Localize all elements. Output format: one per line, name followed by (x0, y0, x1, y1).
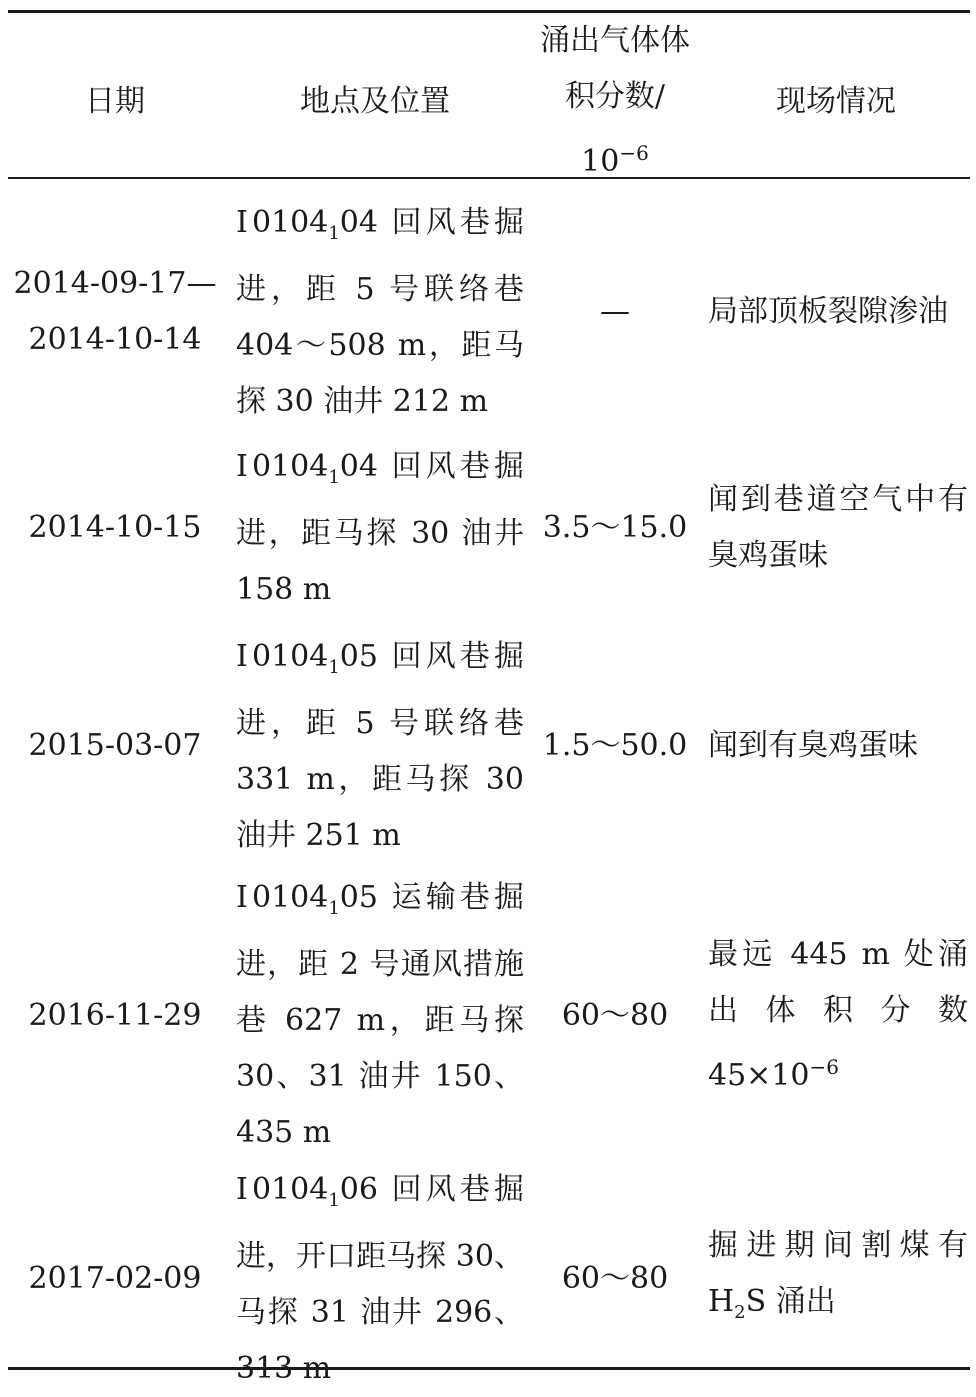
cell-date: 2014-10-15 (28, 510, 202, 545)
location-subscript: 1 (328, 1189, 340, 1211)
cell-volume: 60～80 (561, 997, 669, 1033)
header-date: 日期 (85, 83, 145, 119)
cell-location (222, 622, 528, 870)
date-line: 2014-10-14 (28, 322, 202, 357)
table-row (8, 434, 970, 622)
situation-exponent: −6 (809, 1055, 839, 1079)
header-location: 地点及位置 (300, 83, 450, 119)
situation-tail: S 涌出 (745, 1283, 836, 1319)
cell-location (222, 190, 528, 434)
cell-date: 2015-03-07 (28, 728, 202, 763)
cell-date: 2016-11-29 (28, 997, 202, 1033)
header-row (8, 13, 970, 190)
cell-location (222, 434, 528, 622)
location-text: 04 回风巷掘进，距 5 号联络巷 404～508 m，距马探 30 油井 212 m (236, 204, 524, 419)
data-table (8, 13, 970, 1397)
cell-volume: 1.5～50.0 (542, 728, 688, 763)
situation-text: 最远 445 m 处涌出体积分数 (708, 937, 968, 1028)
header-volume-unit (528, 125, 702, 190)
cell-situation: 闻到有臭鸡蛋味 (708, 728, 918, 763)
location-subscript: 1 (328, 656, 340, 678)
unit-exponent: −6 (619, 141, 649, 165)
location-text: 04 回风巷掘进，距马探 30 油井 158 m (236, 448, 524, 607)
cell-situation (702, 870, 970, 1161)
location-text: 06 回风巷掘进，开口距马探 30、马探 31 油井 296、313 m (236, 1171, 524, 1386)
unit-base: 10 (581, 144, 620, 179)
cell-situation: 局部顶板裂隙渗油 (708, 294, 948, 329)
location-prefix: Ⅰ0104 (236, 638, 329, 674)
situation-formula: H (708, 1283, 735, 1319)
situation-subscript: 2 (734, 1301, 746, 1323)
location-subscript: 1 (328, 222, 340, 244)
date-line: 2014-09-17— (13, 266, 217, 301)
location-prefix: Ⅰ0104 (236, 880, 329, 915)
location-prefix: Ⅰ0104 (236, 204, 329, 240)
cell-location (222, 1161, 528, 1397)
header-volume-line1: 涌出气体体 (540, 23, 690, 58)
location-prefix: Ⅰ0104 (236, 1171, 329, 1207)
cell-date (8, 190, 222, 434)
header-volume-line2: 积分数/ (564, 79, 666, 114)
cell-date: 2017-02-09 (28, 1261, 202, 1296)
table-row (8, 622, 970, 870)
cell-situation: 闻到巷道空气中有臭鸡蛋味 (708, 482, 968, 573)
cell-volume: 60～80 (561, 1261, 669, 1296)
header-volume (528, 13, 702, 190)
header-situation: 现场情况 (776, 83, 896, 119)
table-row (8, 190, 970, 434)
cell-volume: 3.5～15.0 (542, 510, 688, 545)
location-text: 05 运输巷掘进，距 2 号通风措施巷 627 m，距马探 30、31 油井 150、435 m (236, 880, 524, 1150)
location-text: 05 回风巷掘进，距 5 号联络巷 331 m，距马探 30 油井 251 m (236, 638, 524, 853)
location-subscript: 1 (328, 466, 340, 488)
location-prefix: Ⅰ0104 (236, 448, 329, 484)
situation-text: 掘进期间割煤有 (708, 1227, 968, 1263)
table-row (8, 870, 970, 1161)
cell-volume: — (600, 294, 630, 329)
situation-base: 45×10 (708, 1058, 810, 1093)
table-row (8, 1161, 970, 1397)
location-subscript: 1 (328, 898, 340, 919)
cell-situation (702, 1161, 970, 1397)
cell-location (222, 870, 528, 1161)
